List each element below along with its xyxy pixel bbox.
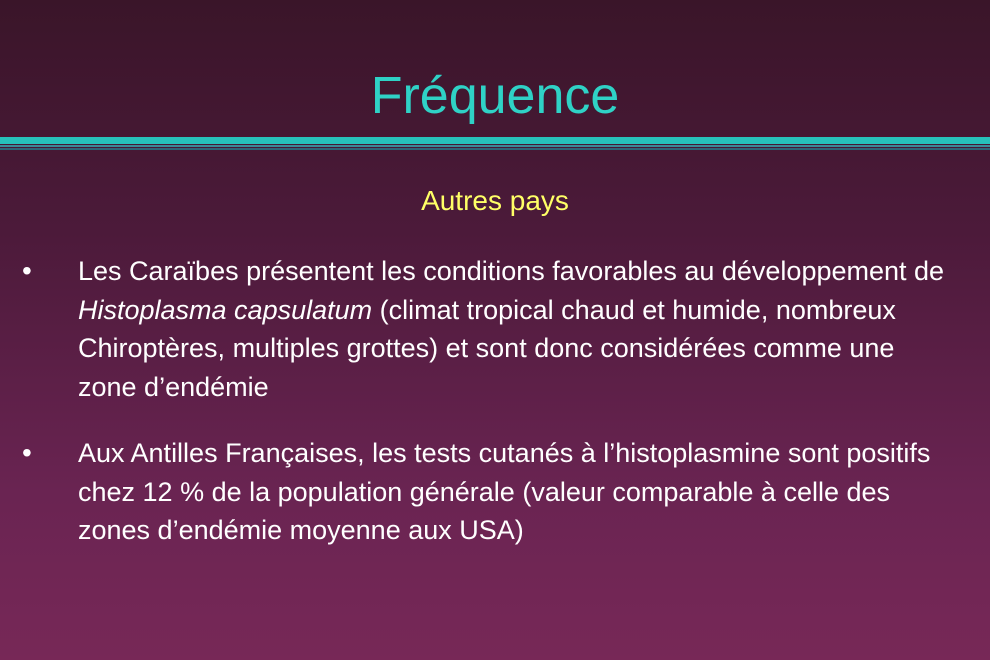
bullet-list bbox=[0, 252, 990, 578]
bullet-text-end: (climat tropical chaud et humide, nombreux Chiroptères, multiples grottes) et sont donc considérées comme une zone d’endémie bbox=[78, 294, 896, 402]
bullet-icon: • bbox=[22, 255, 32, 286]
bullet-icon: • bbox=[22, 437, 32, 468]
title-rule-shadow bbox=[0, 145, 990, 147]
title-rule-shadow-2 bbox=[0, 148, 990, 150]
bullet-text-start: Les Caraïbes présentent les conditions favorables au développement de bbox=[78, 256, 945, 286]
bullet-item-caraibes bbox=[0, 252, 990, 406]
species-name: Histoplasma capsulatum bbox=[78, 294, 373, 325]
title-rule bbox=[0, 137, 990, 144]
bullet-text: Aux Antilles Françaises, les tests cutanés à l’histoplasmine sont positifs chez 12 % de la population générale (valeur comparable à celle des zones d’endémie moyenne aux USA) bbox=[78, 438, 931, 545]
bullet-item-antilles bbox=[0, 434, 990, 550]
slide-subtitle: Autres pays bbox=[421, 185, 569, 216]
slide-title: Fréquence bbox=[370, 67, 620, 125]
